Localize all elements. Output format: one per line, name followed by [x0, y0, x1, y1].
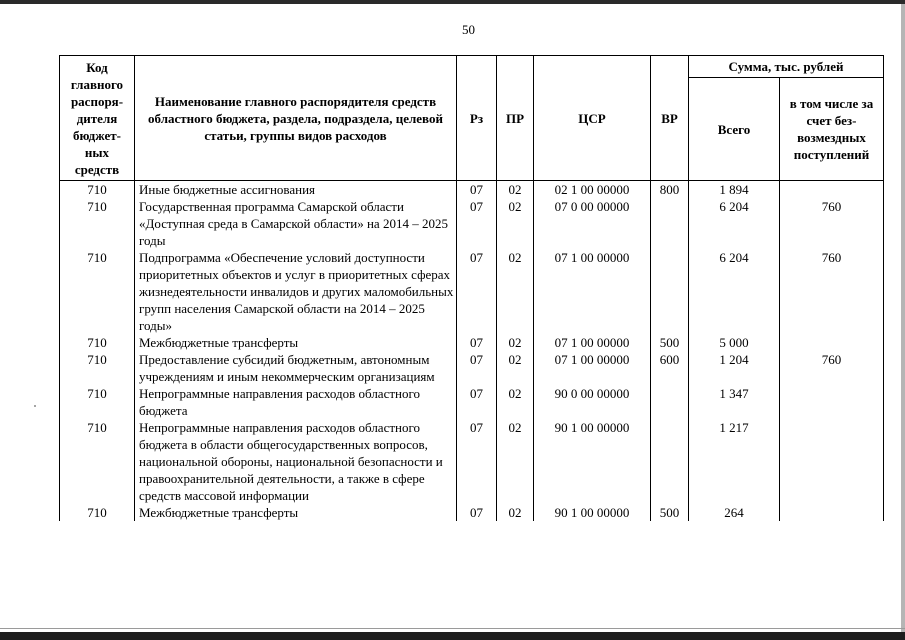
cell-name: Межбюджетные трансферты — [135, 504, 457, 521]
cell-name: Подпрограмма «Обеспечение условий доступности приоритетных объектов и услуг в приоритетных сферах жизнедеятельности инвалидов и других маломобильных групп населения Самарской области на 2014 – 2025 годы» — [135, 249, 457, 334]
cell-code: 710 — [60, 504, 135, 521]
cell-total: 264 — [689, 504, 780, 521]
cell-code: 710 — [60, 249, 135, 334]
cell-total: 6 204 — [689, 249, 780, 334]
table-row — [60, 181, 884, 199]
cell-csr: 07 1 00 00000 — [534, 351, 651, 385]
cell-rz: 07 — [457, 181, 497, 199]
cell-name: Непрограммные направления расходов областного бюджета в области общегосударственных вопросов, национальной обороны, национальной безопасности и правоохранительной деятельности, а также в сфере средств массовой информации — [135, 419, 457, 504]
cell-free-receipts — [780, 181, 884, 199]
table-row — [60, 351, 884, 385]
cell-pr: 02 — [497, 181, 534, 199]
header-csr: ЦСР — [534, 56, 651, 181]
table-row — [60, 504, 884, 521]
cell-code: 710 — [60, 198, 135, 249]
cell-total: 5 000 — [689, 334, 780, 351]
cell-csr: 90 0 00 00000 — [534, 385, 651, 419]
scan-edge-bottom-line — [0, 628, 905, 629]
table-row — [60, 385, 884, 419]
header-sum: Сумма, тыс. рублей — [689, 56, 884, 78]
header-code: Код главного распоря-дителя бюджет-ных средств — [60, 56, 135, 181]
table-body — [60, 181, 884, 522]
scan-edge-right — [901, 4, 905, 632]
cell-csr: 90 1 00 00000 — [534, 504, 651, 521]
cell-free-receipts — [780, 334, 884, 351]
header-free-receipts: в том числе за счет без-возмездных поступлений — [780, 78, 884, 181]
cell-pr: 02 — [497, 385, 534, 419]
cell-csr: 07 1 00 00000 — [534, 249, 651, 334]
table-header — [60, 56, 884, 181]
cell-vr: 600 — [651, 351, 689, 385]
cell-free-receipts: 760 — [780, 249, 884, 334]
table-row — [60, 249, 884, 334]
cell-csr: 02 1 00 00000 — [534, 181, 651, 199]
cell-pr: 02 — [497, 249, 534, 334]
cell-total: 6 204 — [689, 198, 780, 249]
cell-vr: 500 — [651, 504, 689, 521]
cell-total: 1 204 — [689, 351, 780, 385]
header-vr: ВР — [651, 56, 689, 181]
scan-edge-top — [0, 0, 905, 4]
scan-speck — [34, 405, 36, 407]
cell-name: Иные бюджетные ассигнования — [135, 181, 457, 199]
cell-code: 710 — [60, 181, 135, 199]
cell-total: 1 347 — [689, 385, 780, 419]
cell-pr: 02 — [497, 198, 534, 249]
cell-name: Предоставление субсидий бюджетным, автономным учреждениям и иным некоммерческим организациям — [135, 351, 457, 385]
cell-code: 710 — [60, 334, 135, 351]
cell-vr — [651, 419, 689, 504]
cell-vr — [651, 249, 689, 334]
header-rz: Рз — [457, 56, 497, 181]
header-pr: ПР — [497, 56, 534, 181]
cell-rz: 07 — [457, 249, 497, 334]
cell-vr — [651, 198, 689, 249]
cell-free-receipts — [780, 385, 884, 419]
cell-csr: 07 1 00 00000 — [534, 334, 651, 351]
cell-free-receipts — [780, 419, 884, 504]
cell-name: Непрограммные направления расходов областного бюджета — [135, 385, 457, 419]
cell-rz: 07 — [457, 419, 497, 504]
scan-edge-bottom — [0, 632, 905, 640]
cell-pr: 02 — [497, 334, 534, 351]
cell-pr: 02 — [497, 419, 534, 504]
table-row — [60, 198, 884, 249]
budget-table — [59, 55, 884, 521]
cell-free-receipts: 760 — [780, 198, 884, 249]
cell-rz: 07 — [457, 504, 497, 521]
cell-vr: 500 — [651, 334, 689, 351]
cell-csr: 90 1 00 00000 — [534, 419, 651, 504]
cell-name: Государственная программа Самарской области «Доступная среда в Самарской области» на 2014 – 2025 годы — [135, 198, 457, 249]
cell-free-receipts — [780, 504, 884, 521]
cell-rz: 07 — [457, 385, 497, 419]
page-number: 50 — [462, 22, 475, 37]
cell-code: 710 — [60, 351, 135, 385]
cell-rz: 07 — [457, 334, 497, 351]
header-total: Всего — [689, 78, 780, 181]
cell-code: 710 — [60, 419, 135, 504]
cell-free-receipts: 760 — [780, 351, 884, 385]
cell-vr — [651, 385, 689, 419]
cell-vr: 800 — [651, 181, 689, 199]
cell-total: 1 894 — [689, 181, 780, 199]
cell-csr: 07 0 00 00000 — [534, 198, 651, 249]
cell-code: 710 — [60, 385, 135, 419]
cell-rz: 07 — [457, 198, 497, 249]
cell-name: Межбюджетные трансферты — [135, 334, 457, 351]
header-name: Наименование главного распорядителя средств областного бюджета, раздела, подраздела, целевой статьи, группы видов расходов — [135, 56, 457, 181]
table-row — [60, 419, 884, 504]
table-row — [60, 334, 884, 351]
cell-pr: 02 — [497, 504, 534, 521]
cell-total: 1 217 — [689, 419, 780, 504]
cell-rz: 07 — [457, 351, 497, 385]
cell-pr: 02 — [497, 351, 534, 385]
